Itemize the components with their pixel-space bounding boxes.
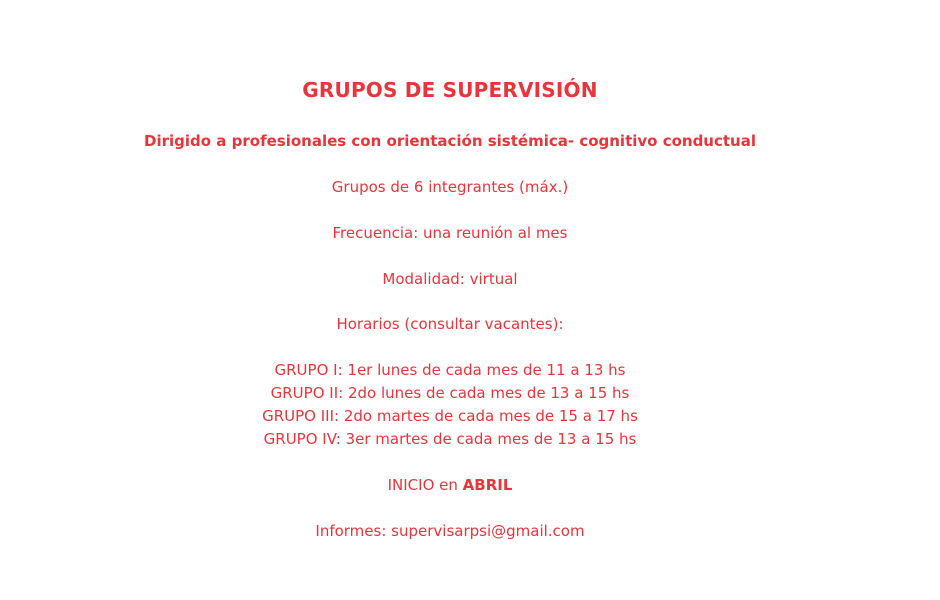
group-size-text: Grupos de 6 integrantes (máx.) [331, 178, 569, 196]
group-schedule-item: GRUPO IV: 3er martes de cada mes de 13 a 15 hs [263, 430, 637, 448]
frequency-text: Frecuencia: una reunión al mes [332, 224, 568, 242]
schedule-heading: Horarios (consultar vacantes): [336, 315, 564, 333]
group-schedule-item: GRUPO III: 2do martes de cada mes de 15 a 17 hs [262, 407, 638, 425]
start-prefix: INICIO en [387, 476, 463, 494]
group-schedule-item: GRUPO II: 2do lunes de cada mes de 13 a 15 hs [270, 384, 630, 402]
subtitle: Dirigido a profesionales con orientación sistémica- cognitivo conductual [144, 132, 756, 150]
start-month: ABRIL [462, 476, 513, 494]
start-info [0, 475, 900, 495]
page-title: GRUPOS DE SUPERVISIÓN [302, 78, 598, 102]
contact-info: Informes: supervisarpsi@gmail.com [315, 522, 585, 540]
group-schedule-item: GRUPO I: 1er lunes de cada mes de 11 a 13 hs [274, 361, 626, 379]
modality-text: Modalidad: virtual [382, 270, 518, 288]
